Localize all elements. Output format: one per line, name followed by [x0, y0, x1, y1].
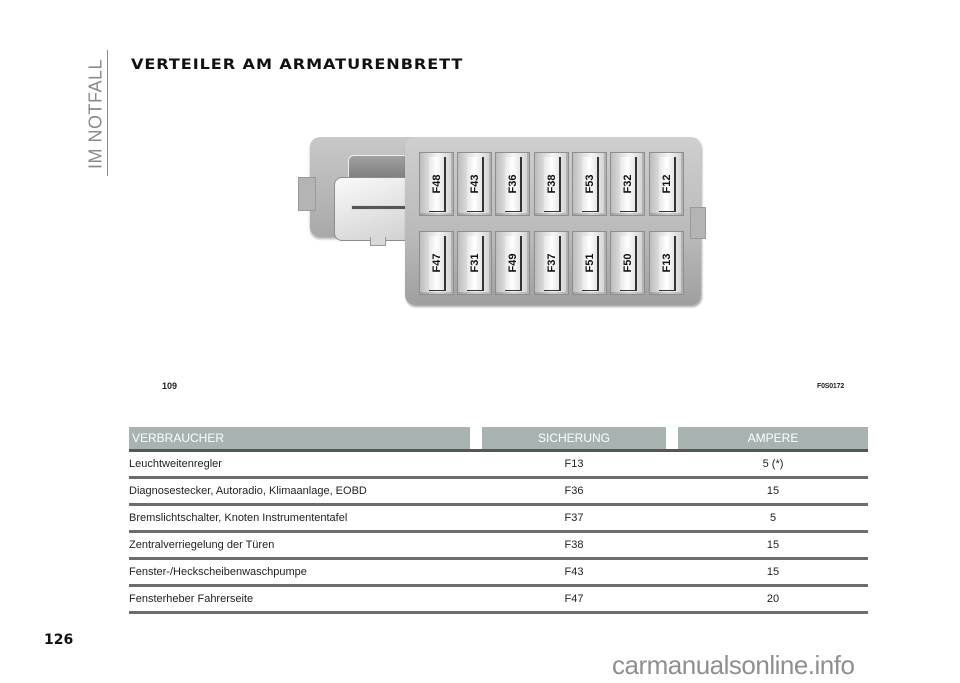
cell-consumer: Fenster-/Heckscheibenwaschpumpe	[129, 566, 307, 578]
column-header-fuse: SICHERUNG	[482, 427, 666, 449]
cell-ampere: 5 (*)	[762, 458, 784, 470]
watermark-link[interactable]: carmanualsonline.info	[612, 650, 855, 680]
cell-consumer: Diagnosestecker, Autoradio, Klimaanlage, EOBD	[129, 485, 367, 497]
fuse-label: F31	[468, 253, 481, 273]
column-header-ampere: AMPERE	[678, 427, 868, 449]
connector-foot	[370, 237, 386, 246]
fuse-slot	[610, 152, 645, 216]
fuse-slot	[534, 152, 569, 216]
cell-fuse: F13	[564, 458, 584, 470]
fuse-label: F36	[506, 174, 519, 194]
fuse-slot	[649, 152, 684, 216]
mounting-tab-right	[690, 207, 706, 239]
cell-ampere: 5	[769, 512, 777, 524]
cell-fuse: F37	[564, 512, 584, 524]
fuse-slot	[495, 231, 530, 295]
fuse-label: F49	[506, 253, 519, 273]
cell-consumer: Fensterheber Fahrerseite	[129, 593, 254, 605]
cell-fuse: F38	[564, 539, 584, 551]
cell-ampere: 15	[766, 566, 780, 578]
fuse-slot	[457, 152, 492, 216]
fuse-label: F47	[430, 253, 443, 273]
fuse-label: F53	[583, 174, 596, 194]
fuse-label: F50	[621, 253, 634, 273]
cell-consumer: Bremslichtschalter, Knoten Instrumententafel	[129, 512, 348, 524]
fuse-slot	[572, 152, 607, 216]
fuse-label: F43	[468, 174, 481, 194]
figure-number: 109	[162, 381, 178, 391]
table-row	[129, 506, 868, 533]
fuse-label: F48	[430, 174, 443, 194]
fuse-slot	[572, 231, 607, 295]
cell-ampere: 15	[766, 539, 780, 551]
fuse-slot	[534, 231, 569, 295]
fuse-label: F38	[545, 174, 558, 194]
table-row	[129, 533, 868, 560]
page-number: 126	[44, 632, 74, 648]
cell-ampere: 15	[766, 485, 780, 497]
cell-fuse: F43	[564, 566, 584, 578]
table-row	[129, 452, 868, 479]
table-row	[129, 587, 868, 614]
mounting-tab-left	[298, 177, 316, 211]
cell-fuse: F36	[564, 485, 584, 497]
fuse-label: F32	[621, 174, 634, 194]
fuse-label: F12	[660, 174, 673, 194]
table-row	[129, 479, 868, 506]
fuse-slot	[457, 231, 492, 295]
fuse-label: F51	[583, 253, 596, 273]
fuse-slot	[610, 231, 645, 295]
fuse-box-left-housing	[310, 137, 420, 237]
fuse-table	[129, 427, 868, 614]
fuse-slot	[419, 231, 454, 295]
cell-consumer: Leuchtweitenregler	[129, 458, 222, 470]
cell-fuse: F47	[564, 593, 584, 605]
section-divider	[107, 50, 108, 176]
fuse-box-diagram	[298, 137, 708, 307]
section-side-title-text: IM NOTFALL	[85, 58, 106, 170]
fuse-slot	[495, 152, 530, 216]
table-header	[129, 427, 868, 452]
fuse-label: F37	[545, 253, 558, 273]
fuse-slot	[649, 231, 684, 295]
fuse-label: F13	[660, 253, 673, 273]
section-side-title	[87, 55, 105, 173]
column-header-consumer: VERBRAUCHER	[129, 427, 470, 449]
cell-consumer: Zentralverriegelung der Türen	[129, 539, 275, 551]
figure-code: F0S0172	[817, 383, 845, 390]
fuse-slot	[419, 152, 454, 216]
table-row	[129, 560, 868, 587]
page-title: VERTEILER AM ARMATURENBRETT	[131, 57, 464, 73]
cell-ampere: 20	[766, 593, 780, 605]
